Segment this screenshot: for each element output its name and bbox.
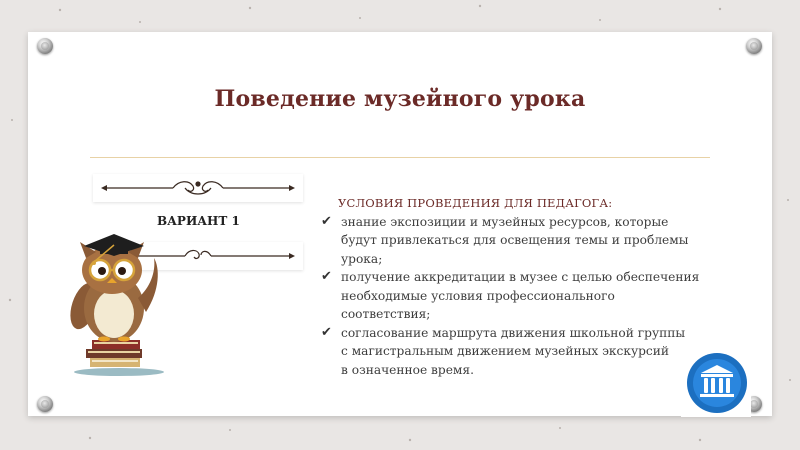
list-item-line: соответствия; — [341, 307, 431, 321]
list-item-line: будут привлекаться для освещения темы и проблемы — [341, 233, 689, 247]
list-item-line: с магистральным движением музейных экскурсий — [341, 344, 670, 358]
checkmark-icon: ✔ — [321, 324, 332, 340]
ornament-banner — [93, 174, 303, 202]
slide-title: Поведение музейного урока — [214, 86, 586, 112]
list-item-line: согласование маршрута движения школьной группы — [341, 325, 686, 340]
title-divider — [90, 157, 710, 158]
variant-label: ВАРИАНТ 1 — [157, 214, 240, 228]
list-item-line: в означенное время. — [341, 362, 474, 377]
logo-container — [681, 351, 751, 417]
flourish-divider-icon — [93, 174, 303, 202]
list-item-line: знание экспозиции и музейных ресурсов, которые — [341, 214, 669, 229]
list-item-line: получение аккредитации в музее с целью обеспечения — [341, 270, 700, 284]
pushpin-icon — [37, 38, 53, 54]
list-item — [322, 324, 732, 380]
checkmark-icon: ✔ — [321, 213, 332, 229]
pushpin-icon — [37, 396, 53, 412]
checkmark-icon: ✔ — [321, 269, 332, 284]
list-item-line: урока; — [341, 251, 383, 266]
conditions-heading: УСЛОВИЯ ПРОВЕДЕНИЯ ДЛЯ ПЕДАГОГА: — [338, 196, 613, 210]
conditions-block — [322, 194, 732, 379]
list-item — [322, 268, 732, 324]
owl-graduate-icon — [64, 228, 174, 378]
pushpin-icon — [746, 38, 762, 54]
museum-columns-icon — [681, 351, 751, 417]
list-item — [322, 213, 732, 269]
list-item-line: необходимые условия профессионального — [341, 288, 615, 303]
